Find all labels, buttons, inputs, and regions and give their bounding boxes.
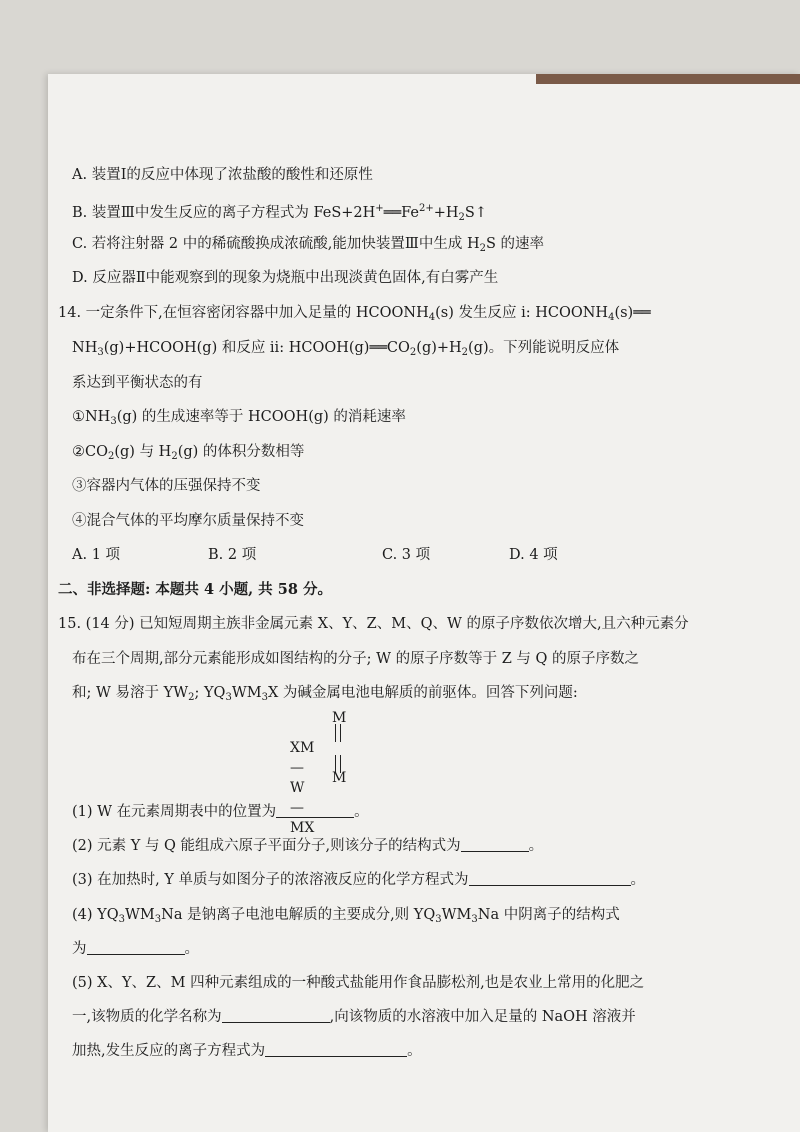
structure-top-double-bond — [335, 724, 341, 742]
structure-top-m: M — [332, 710, 347, 726]
q15-part-5-line-2: 一,该物质的化学名称为 ,向该物质的水溶液中加入足量的 NaOH 溶液并 — [72, 1009, 636, 1025]
q15-part-4-line-2: 为 。 — [72, 941, 199, 957]
q15-part-5-line-3: 加热,发生反应的离子方程式为 。 — [72, 1043, 422, 1059]
q13-option-c: C. 若将注射器 2 中的稀硫酸换成浓硫酸,能加快装置Ⅲ中生成 $H_2S$ 的速率 — [72, 236, 545, 254]
q15-part-1: (1) W 在元素周期表中的位置为 。 — [72, 804, 369, 820]
q14-stem-line-2: $NH_3(g)+HCOOH(g)$ 和反应 ⅱ: $HCOOH(g)══CO_2(g)+H_2(g)$。下列能说明反应体 — [72, 340, 620, 358]
answer-blank-1[interactable] — [276, 803, 354, 818]
answer-blank-3[interactable] — [469, 871, 631, 886]
section-2-heading: 二、非选择题: 本题共 4 小题, 共 58 分。 — [58, 581, 332, 598]
q13-option-d: D. 反应器Ⅱ中能观察到的现象为烧瓶中出现淡黄色固体,有白雾产生 — [72, 270, 499, 286]
q15-part-3: (3) 在加热时, Y 单质与如图分子的浓溶液反应的化学方程式为 。 — [72, 872, 646, 888]
q15-stem-line-1: 15. (14 分) 已知短周期主族非金属元素 X、Y、Z、M、Q、W 的原子序数依次增大,且六种元素分 — [58, 616, 689, 632]
q14-stem-line-3: 系达到平衡状态的有 — [72, 375, 203, 391]
q13-option-a: A. 装置Ⅰ的反应中体现了浓盐酸的酸性和还原性 — [72, 167, 373, 183]
q14-statement-1: $①NH_3(g)$ 的生成速率等于 HCOOH(g) 的消耗速率 — [72, 409, 406, 427]
answer-blank-5a[interactable] — [222, 1008, 330, 1023]
q15-part-4-line-1: (4) $YQ_3WM_3Na$ 是钠离子电池电解质的主要成分,则 $YQ_3WM_3Na$ 中阴离子的结构式 — [72, 907, 620, 925]
q15-part-2: (2) 元素 Y 与 Q 能组成六原子平面分子,则该分子的结构式为 。 — [72, 838, 544, 854]
structure-bottom-m: M — [332, 770, 347, 786]
q15-part-5-line-1: (5) X、Y、Z、M 四种元素组成的一种酸式盐能用作食品膨松剂,也是农业上常用的化肥之 — [72, 975, 645, 991]
q14-statement-4: ④混合气体的平均摩尔质量保持不变 — [72, 513, 304, 529]
q14-option-d: D. 4 项 — [509, 547, 558, 563]
q15-stem-line-3: 和; W 易溶于 $YW_2$; $YQ_3WM_3X$ 为碱金属电池电解质的前驱体。回答下列问题: — [72, 685, 578, 703]
structure-middle-row: XM—W—MX — [290, 740, 315, 836]
q14-stem-line-1: 14. 一定条件下,在恒容密闭容器中加入足量的 $HCOONH_4(s)$ 发生反应 ⅰ: $HCOONH_4(s)══$ — [58, 305, 651, 323]
q13-option-b: B. 装置Ⅲ中发生反应的离子方程式为 $FeS+2H^+══Fe^{2+}+H_2S↑$ — [72, 203, 487, 223]
q14-option-c: C. 3 项 — [382, 547, 431, 563]
torn-corner-decoration — [536, 74, 800, 84]
answer-blank-4[interactable] — [87, 940, 185, 955]
q14-option-a: A. 1 项 — [72, 547, 121, 563]
q14-statement-3: ③容器内气体的压强保持不变 — [72, 478, 261, 494]
answer-blank-2[interactable] — [461, 837, 529, 852]
q14-statement-2: $②CO_2(g)$ 与 $H_2(g)$ 的体积分数相等 — [72, 444, 305, 462]
q14-option-b: B. 2 项 — [208, 547, 257, 563]
q15-stem-line-2: 布在三个周期,部分元素能形成如图结构的分子; W 的原子序数等于 Z 与 Q 的原子序数之 — [72, 651, 640, 667]
answer-blank-5b[interactable] — [265, 1042, 407, 1057]
